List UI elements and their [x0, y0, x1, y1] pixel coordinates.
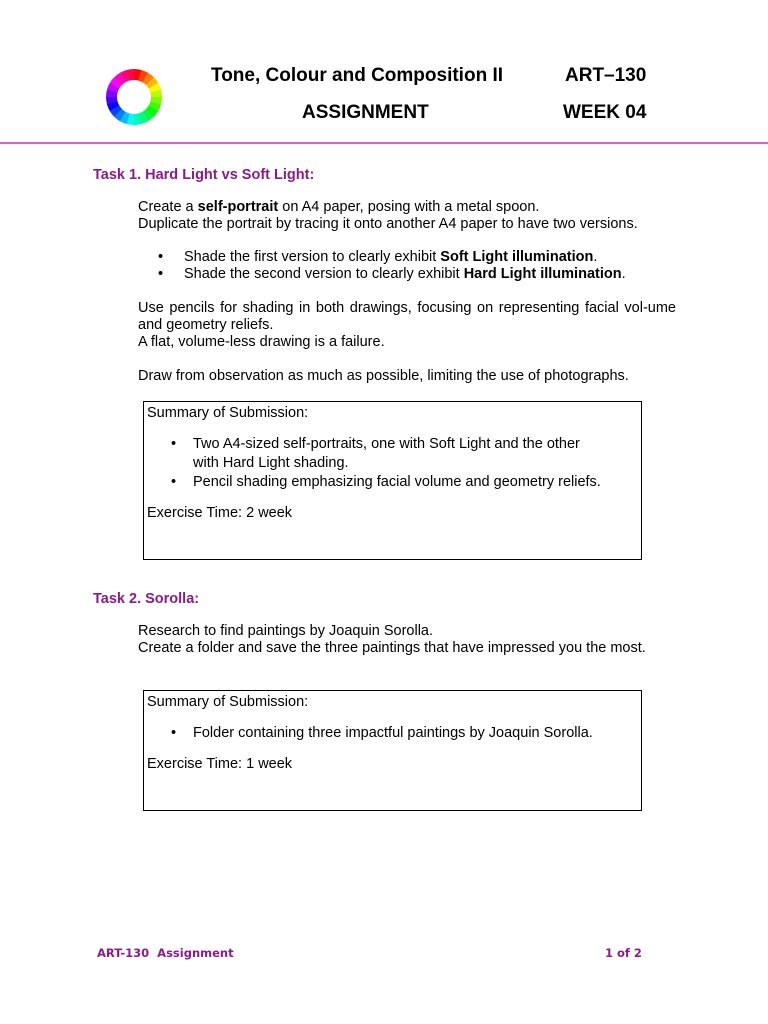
- text: .: [621, 266, 626, 282]
- list-item: • Two A4-sized self-portraits, one with Soft Light and the other with Hard Light shading.: [147, 435, 607, 473]
- summary-title: Summary of Submission:: [147, 694, 309, 710]
- header-divider: [0, 142, 768, 144]
- task1-para4: Draw from observation as much as possible, limiting the use of photographs.: [138, 368, 629, 384]
- task2-heading: Task 2. Sorolla:: [93, 591, 200, 607]
- week-label: WEEK 04: [563, 102, 647, 123]
- page-number: 1 of 2: [605, 946, 642, 960]
- task1-line2: Duplicate the portrait by tracing it onto another A4 paper to have two versions.: [138, 216, 638, 232]
- task1-heading: Task 1. Hard Light vs Soft Light:: [93, 167, 315, 183]
- text: .: [593, 249, 598, 265]
- list-item: • Folder containing three impactful paintings by Joaquin Sorolla.: [147, 724, 607, 743]
- bold-text: Hard Light illumination: [463, 266, 622, 282]
- footer-course: ART-130 Assignment: [97, 946, 234, 960]
- exercise-time: Exercise Time: 1 week: [147, 756, 293, 772]
- task2-intro: [138, 623, 675, 657]
- summary-list: [147, 724, 607, 743]
- task1-para2: [138, 300, 676, 351]
- summary-title: Summary of Submission:: [147, 405, 309, 421]
- summary-list: [147, 435, 607, 492]
- task2-line2: Create a folder and save the three paintings that have impressed you the most.: [138, 640, 646, 656]
- bold-text: Soft Light illumination: [440, 249, 594, 265]
- exercise-time: Exercise Time: 2 week: [147, 505, 293, 521]
- list-item: [138, 266, 698, 283]
- task2-line1: Research to find paintings by Joaquin Sorolla.: [138, 623, 434, 639]
- text: Create a: [138, 199, 198, 215]
- task1-shading-note: Use pencils for shading in both drawings, focusing on representing facial vol-ume and geometry reliefs.: [138, 300, 676, 333]
- task2-summary-box: [143, 690, 642, 811]
- task1-bullets: [138, 249, 698, 283]
- text: on A4 paper, posing with a metal spoon.: [278, 199, 540, 215]
- task1-line1: [138, 199, 678, 216]
- task1-failure-note: A flat, volume-less drawing is a failure.: [138, 334, 385, 350]
- text: Shade the first version to clearly exhibit: [184, 249, 441, 265]
- course-title: Tone, Colour and Composition II: [211, 65, 504, 86]
- text: Shade the second version to clearly exhibit: [184, 266, 464, 282]
- list-item: [138, 249, 698, 266]
- bold-text: self-portrait: [197, 199, 279, 215]
- list-item: • Pencil shading emphasizing facial volume and geometry reliefs.: [147, 473, 607, 492]
- color-wheel-icon: [104, 69, 164, 125]
- task1-intro: [138, 199, 678, 233]
- doc-type: ASSIGNMENT: [302, 102, 429, 123]
- task1-summary-box: [143, 401, 642, 560]
- course-code: ART–130: [565, 65, 647, 86]
